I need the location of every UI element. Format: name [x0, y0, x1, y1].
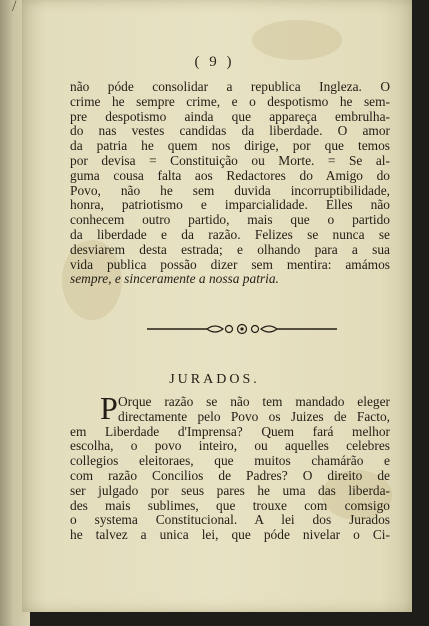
text-line: ser julgado por seus pares he uma das liberda- [70, 482, 390, 498]
text-line: guma cousa falta aos Redactores do Amigo do [70, 167, 390, 183]
text-line: o systema Constitucional. A lei dos Jurados [70, 512, 390, 528]
text-line: escolha, o povo inteiro, ou aquelles celebres [70, 438, 390, 454]
ornamental-divider [147, 322, 337, 336]
text-line: conhecem outro partido, mais que o partido [70, 212, 390, 228]
text-line: honra, patriotismo e imparcialidade. Elles não [70, 197, 390, 213]
text-line: crime he sempre crime, e o despotismo he sem- [70, 93, 390, 109]
paragraph-jurados [70, 390, 390, 543]
text-line: vida publica possão dizer sem mentira: amámos [70, 256, 390, 272]
section-heading: JURADOS. [169, 372, 260, 387]
text-line: sempre, e sinceramente a nossa patria. [70, 271, 279, 287]
text-line: pre despotismo ainda que appareça embrulha- [70, 108, 390, 124]
text-line: do nas vestes candidas da liberdade. O amor [70, 123, 390, 139]
text-line: des mais sublimes, que trouxe com comsigo [70, 497, 390, 513]
text-line: com razão Concilios de Padres? O direito de [70, 467, 390, 483]
text-line: Povo, não he sem duvida incorruptibilidade, [70, 182, 390, 198]
text-line: em Liberdade d'Imprensa? Quem fará melhor [70, 423, 390, 439]
text-line: directamente pelo Povo os Juizes de Facto, [118, 408, 390, 424]
paragraph-republica [70, 80, 390, 287]
text-line: por devisa = Constituição ou Morte. = Se al- [70, 152, 390, 168]
page-number: ( 9 ) [194, 54, 235, 70]
text-line: da patria he quem nos dirige, por que temos [70, 138, 390, 154]
text-line: he talvez a unica lei, que póde nivelar o Ci- [70, 527, 390, 543]
margin-pencil-mark: / [12, 0, 17, 15]
text-line: desviarem desta estrada; e olhando para a sua [70, 241, 390, 257]
drop-cap: P [100, 390, 118, 426]
text-line: não póde consolidar a republica Ingleza. O [70, 79, 390, 94]
text-line: Orque razão se não tem mandado eleger [118, 394, 390, 409]
text-line: da liberdade e da razão. Felizes se nunca se [70, 226, 390, 242]
text-line: collegios eleitoraes, que muitos chamárão e [70, 453, 390, 469]
